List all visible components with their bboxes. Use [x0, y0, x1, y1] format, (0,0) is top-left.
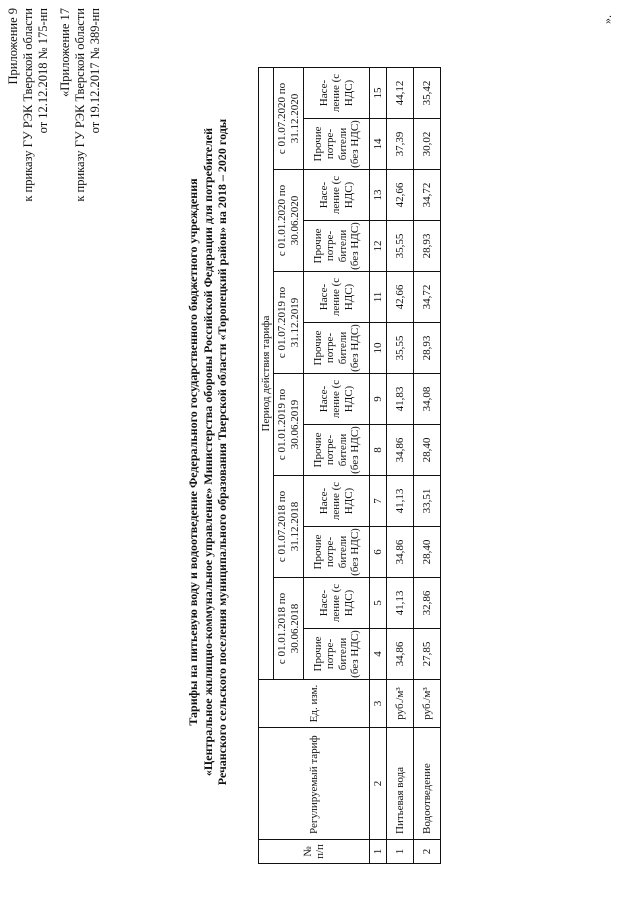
other-consumers-header: Прочие потре- бители (без НДС) [304, 221, 370, 272]
document-title [186, 0, 230, 904]
index-cell: 3 [370, 680, 387, 728]
index-cell: 12 [370, 221, 387, 272]
row-num: 1 [387, 840, 414, 864]
index-cell: 4 [370, 629, 387, 680]
tariff-value: 28,40 [414, 425, 441, 476]
index-cell: 14 [370, 119, 387, 170]
tariff-value: 28,40 [414, 527, 441, 578]
index-cell: 11 [370, 272, 387, 323]
other-consumers-header: Прочие потре- бители (без НДС) [304, 629, 370, 680]
row-tariff-name: Питьевая вода [387, 728, 414, 840]
tariff-value: 27,85 [414, 629, 441, 680]
appendix-17-header [58, 8, 103, 202]
col-header-unit: Ед. изм. [259, 680, 370, 728]
tariff-value: 28,93 [414, 323, 441, 374]
appendix-9-line: Приложение 9 [6, 8, 20, 85]
appendix-17-date-line: от 19.12.2017 № 389-нп [88, 8, 102, 134]
row-unit: руб./м³ [414, 680, 441, 728]
row-tariff-name: Водоотведение [414, 728, 441, 840]
tariff-value: 35,55 [387, 323, 414, 374]
appendix-9-header [6, 8, 51, 202]
index-cell: 6 [370, 527, 387, 578]
row-unit: руб./м³ [387, 680, 414, 728]
index-cell: 15 [370, 68, 387, 119]
population-header: Насе- ление (с НДС) [304, 68, 370, 119]
tariff-table [258, 67, 441, 864]
appendix-9-date-line: от 12.12.2018 № 175-нп [36, 8, 50, 134]
period-header: с 01.07.2020 по 31.12.2020 [274, 68, 304, 170]
tariff-value: 34,72 [414, 170, 441, 221]
other-consumers-header: Прочие потре- бители (без НДС) [304, 425, 370, 476]
tariff-value: 34,72 [414, 272, 441, 323]
col-header-num: № п/п [259, 840, 370, 864]
index-cell: 8 [370, 425, 387, 476]
appendix-17-line: «Приложение 17 [58, 8, 72, 97]
tariff-value: 35,42 [414, 68, 441, 119]
other-consumers-header: Прочие потре- бители (без НДС) [304, 323, 370, 374]
closing-quote-mark: ». [600, 15, 614, 24]
appendix-9-order-line: к приказу ГУ РЭК Тверской области [21, 8, 35, 202]
tariff-value: 41,83 [387, 374, 414, 425]
index-cell: 10 [370, 323, 387, 374]
tariff-value: 41,13 [387, 578, 414, 629]
title-line-1: Тарифы на питьевую воду и водоотведение Федерального государственного бюджетного учреждения [186, 178, 200, 726]
other-consumers-header: Прочие потре- бители (без НДС) [304, 119, 370, 170]
title-line-2: «Центральное жилищно-коммунальное управление» Министерства обороны Российской Федерации для потребителей [200, 127, 215, 777]
tariff-value: 37,39 [387, 119, 414, 170]
other-consumers-header: Прочие потре- бители (без НДС) [304, 527, 370, 578]
col-header-tariff: Регулируемый тариф [259, 728, 370, 840]
population-header: Насе- ление (с НДС) [304, 476, 370, 527]
tariff-value: 42,66 [387, 272, 414, 323]
tariff-value: 42,66 [387, 170, 414, 221]
index-cell: 9 [370, 374, 387, 425]
table-row [414, 68, 441, 864]
row-num: 2 [414, 840, 441, 864]
tariff-value: 34,86 [387, 629, 414, 680]
tariff-value: 33,51 [414, 476, 441, 527]
tariff-value: 41,13 [387, 476, 414, 527]
tariff-value: 44,12 [387, 68, 414, 119]
period-header: с 01.01.2018 по 30.06.2018 [274, 578, 304, 680]
tariff-value: 35,55 [387, 221, 414, 272]
index-cell: 2 [370, 728, 387, 840]
tariff-value: 30,02 [414, 119, 441, 170]
population-header: Насе- ление (с НДС) [304, 578, 370, 629]
period-header: с 01.01.2020 по 30.06.2020 [274, 170, 304, 272]
tariff-value: 34,08 [414, 374, 441, 425]
population-header: Насе- ление (с НДС) [304, 374, 370, 425]
title-line-3: Речанского сельского поселения муниципального образования Тверской области «Торопецкий район» на 2018 – 2020 годы [215, 118, 229, 786]
table-row [387, 68, 414, 864]
period-header: с 01.07.2019 по 31.12.2019 [274, 272, 304, 374]
appendix-17-order-line: к приказу ГУ РЭК Тверской области [73, 8, 87, 202]
index-cell: 1 [370, 840, 387, 864]
tariff-value: 32,86 [414, 578, 441, 629]
col-header-period: Период действия тарифа [259, 68, 274, 680]
period-header: с 01.07.2018 по 31.12.2018 [274, 476, 304, 578]
tariff-value: 28,93 [414, 221, 441, 272]
population-header: Насе- ление (с НДС) [304, 170, 370, 221]
population-header: Насе- ление (с НДС) [304, 272, 370, 323]
tariff-value: 34,86 [387, 527, 414, 578]
index-cell: 5 [370, 578, 387, 629]
period-header: с 01.01.2019 по 30.06.2019 [274, 374, 304, 476]
tariff-value: 34,86 [387, 425, 414, 476]
index-cell: 7 [370, 476, 387, 527]
index-cell: 13 [370, 170, 387, 221]
